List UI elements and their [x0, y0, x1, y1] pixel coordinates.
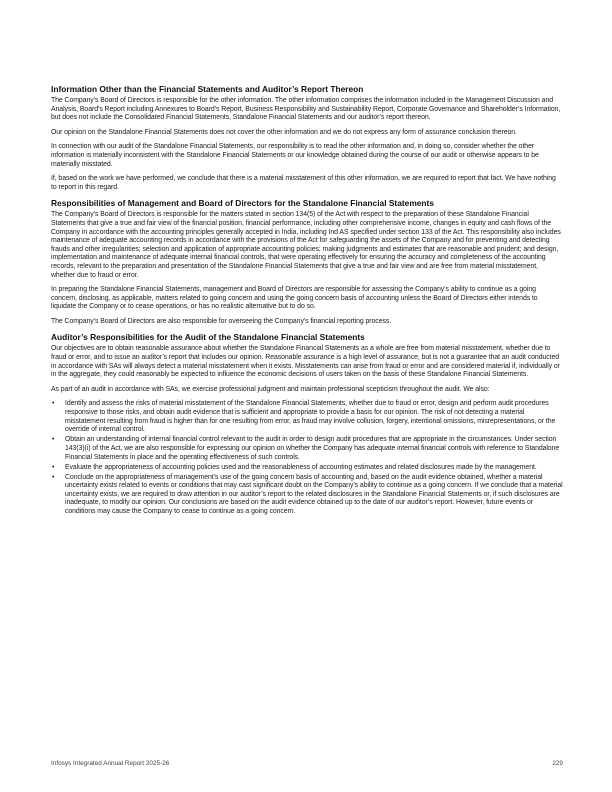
list-item-text: Identify and assess the risks of material misstatement of the Standalone Financial Statements, whether due to fraud or error, design and perform audit procedures responsive to those risks, and obtain audit evidence that is sufficient and appropriate to provide a basis for our opinion. The risk of not detecting a material misstatement resulting from fraud is higher than for one resulting from error, as fraud may involve collusion, forgery, intentional omissions, misrepresentations, or the override of internal control.: [65, 400, 556, 434]
list-item: [51, 474, 563, 517]
paragraph: The Company’s Board of Directors is responsible for the matters stated in section 134(5) of the Act with respect to the preparation of these Standalone Financial Statements that give a true and fair view of the financial position, financial performance, including other comprehensive income, changes in equity and cash flows of the Company in accordance with the accounting principles generally accepted in India, including Ind AS specified under section 133 of the Act. This responsibility also includes maintenance of adequate accounting records in accordance with the provisions of the Act for safeguarding the assets of the Company and for preventing and detecting frauds and other irregularities; selection and application of appropriate accounting policies; making judgments and estimates that are reasonable and prudent; and design, implementation and maintenance of adequate internal financial controls, that were operating effectively for ensuring the accuracy and completeness of the accounting records, relevant to the preparation and presentation of the Standalone Financial Statements that give a true and fair view and are free from material misstatement, whether due to fraud or error.: [51, 211, 561, 279]
paragraph: In preparing the Standalone Financial Statements, management and Board of Directors are responsible for assessing the Company’s ability to continue as a going concern, disclosing, as applicable, matters related to going concern and using the going concern basis of accounting unless the Board of Directors either intends to liquidate the Company or to cease operations, or has no realistic alternative but to do so.: [51, 286, 538, 311]
list-item: [51, 436, 563, 462]
section-heading: Responsibilities of Management and Board of Directors for the Standalone Financial Statements: [51, 198, 434, 209]
bullet-icon: •: [52, 400, 55, 408]
list-item-text: Conclude on the appropriateness of management’s use of the going concern basis of accounting and, based on the audit evidence obtained, whether a material uncertainty exists related to events or conditions that may cast significant doubt on the Company’s ability to continue as a going concern. If we conclude that a material uncertainty exists, we are required to draw attention in our auditor’s report to the related disclosures in the Standalone Financial Statements or, if such disclosures are inadequate, to modify our opinion. Our conclusions are based on the audit evidence obtained up to the date of our auditor’s report. However, future events or conditions may cause the Company to cease to continue as a going concern.: [65, 473, 563, 516]
section-other-information: [51, 84, 563, 192]
paragraph: The Company’s Board of Directors is responsible for the other information. The other information comprises the information included in the Management Discussion and Analysis, Board’s Report including Annexures to Board’s Report, Business Responsibility and Sustainability Report, Corporate Governance and Shareholder’s Information, but does not include the Consolidated Financial Statements, Standalone Financial Statements and our auditor’s report thereon.: [51, 97, 561, 122]
section-heading: Information Other than the Financial Statements and Auditor’s Report Thereon: [51, 84, 364, 94]
paragraph: In connection with our audit of the Standalone Financial Statements, our responsibility is to read the other information and, in doing so, consider whether the other information is materially inconsistent with the Standalone Financial Statements or our knowledge obtained during the course of our audit or otherwise appears to be materially misstated.: [51, 143, 539, 168]
section-auditor-responsibilities: [51, 332, 563, 516]
list-item-text: Obtain an understanding of internal financial control relevant to the audit in order to design audit procedures that are appropriate in the circumstances. Under section 143(3)(i) of the Act, we are also responsible for expressing our opinion on whether the Company has adequate internal financial controls with reference to Standalone Financial Statements in place and the operating effectiveness of such controls.: [65, 436, 560, 461]
section-heading: Auditor’s Responsibilities for the Audit of the Standalone Financial Statements: [51, 332, 365, 343]
report-body: [51, 84, 563, 520]
list-item-text: Evaluate the appropriateness of accounting policies used and the reasonableness of accounting estimates and related disclosures made by the management.: [65, 463, 537, 471]
paragraph: If, based on the work we have performed, we conclude that there is a material misstatement of this other information, we are required to report that fact. We have nothing to report in this regard.: [51, 175, 556, 191]
paragraph: Our opinion on the Standalone Financial Statements does not cover the other information and we do not express any form of assurance conclusion thereon.: [51, 128, 517, 136]
bullet-icon: •: [52, 463, 55, 471]
page-footer: [51, 760, 563, 767]
page-number: 229: [552, 760, 563, 767]
bullet-icon: •: [52, 436, 55, 444]
bullet-icon: •: [52, 473, 55, 481]
list-item: [51, 400, 563, 434]
footer-title: Infosys Integrated Annual Report 2025-26: [51, 760, 170, 767]
section-management-responsibilities: [51, 198, 563, 326]
bullet-list: [51, 400, 563, 516]
list-item: [51, 464, 563, 473]
paragraph: The Company’s Board of Directors are also responsible for overseeing the Company’s financial reporting process.: [51, 317, 392, 325]
paragraph: Our objectives are to obtain reasonable assurance about whether the Standalone Financial Statements as a whole are free from material misstatement, whether due to fraud or error, and to issue an auditor’s report that includes our opinion. Reasonable assurance is a high level of assurance, but is not a guarantee that an audit conducted in accordance with SAs will always detect a material misstatement when it exists. Misstatements can arise from fraud or error and are considered material if, individually or in the aggregate, they could reasonably be expected to influence the economic decisions of users taken on the basis of these Standalone Financial Statements.: [51, 345, 560, 379]
paragraph: As part of an audit in accordance with SAs, we exercise professional judgment and maintain professional scepticism throughout the audit. We also:: [51, 385, 490, 393]
